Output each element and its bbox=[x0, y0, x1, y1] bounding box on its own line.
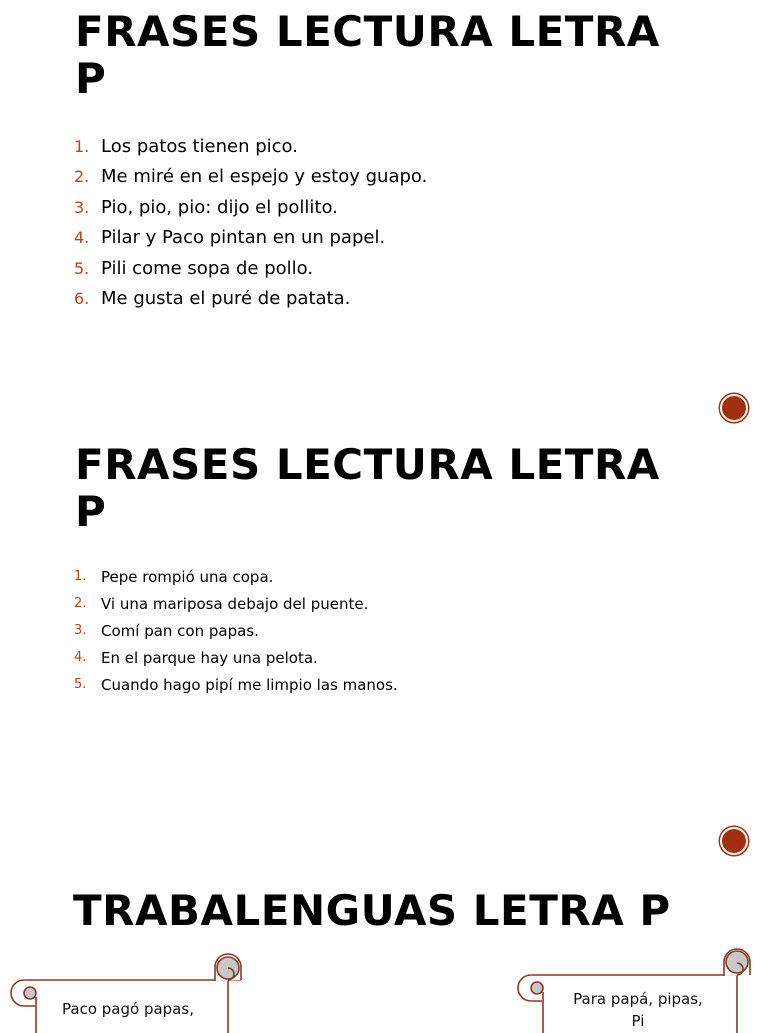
list-item-number: 1. bbox=[74, 569, 87, 584]
section-2-phrase-list bbox=[74, 568, 398, 703]
list-item-text: Pio, pio, pio: dijo el pollito. bbox=[101, 196, 338, 218]
orange-circle-icon bbox=[720, 394, 748, 422]
tongue-twister-scroll-left bbox=[8, 953, 244, 1033]
list-item bbox=[74, 622, 398, 649]
list-item bbox=[74, 226, 427, 256]
list-item-text: Comí pan con papas. bbox=[101, 622, 259, 640]
list-item bbox=[74, 257, 427, 287]
list-item-text: Pepe rompió una copa. bbox=[101, 568, 274, 586]
list-item bbox=[74, 676, 398, 703]
list-item bbox=[74, 135, 427, 165]
list-item-text: Los patos tienen pico. bbox=[101, 136, 298, 157]
section-1-phrase-list bbox=[74, 135, 427, 317]
list-item bbox=[74, 287, 427, 317]
list-item bbox=[74, 649, 398, 676]
list-item bbox=[74, 568, 398, 595]
list-item-number: 3. bbox=[74, 623, 87, 638]
list-item-text: Me gusta el puré de patata. bbox=[101, 287, 351, 309]
list-item-text: Pilar y Paco pintan en un papel. bbox=[101, 227, 386, 249]
section-3-title: TRABALENGUAS LETRA P bbox=[73, 886, 671, 935]
list-item-text: Cuando hago pipí me limpio las manos. bbox=[101, 676, 398, 694]
list-item-number: 5. bbox=[74, 258, 90, 278]
list-item-number: 2. bbox=[74, 596, 87, 611]
scroll-text bbox=[38, 998, 218, 1020]
scroll-text-line: Para papá, pipas, bbox=[573, 990, 703, 1008]
list-item-number: 3. bbox=[74, 197, 90, 217]
list-item bbox=[74, 196, 427, 226]
list-item-text: Pili come sopa de pollo. bbox=[101, 257, 314, 279]
section-1-title: FRASES LECTURA LETRA P bbox=[75, 7, 660, 103]
list-item-number: 4. bbox=[74, 228, 90, 248]
list-item-number: 6. bbox=[74, 288, 90, 308]
scroll-text-line: Paco pagó papas, bbox=[62, 1000, 194, 1018]
list-item-text: En el parque hay una pelota. bbox=[101, 649, 318, 667]
list-item bbox=[74, 165, 427, 195]
list-item-number: 2. bbox=[74, 167, 90, 187]
tongue-twister-scroll-right bbox=[515, 948, 755, 1033]
list-item-number: 4. bbox=[74, 650, 87, 665]
list-item-text: Vi una mariposa debajo del puente. bbox=[101, 595, 369, 613]
scroll-text bbox=[543, 988, 733, 1032]
list-item-number: 1. bbox=[74, 137, 90, 156]
list-item-text: Me miré en el espejo y estoy guapo. bbox=[101, 166, 428, 188]
list-item bbox=[74, 595, 398, 622]
section-2-title: FRASES LECTURA LETRA P bbox=[75, 440, 660, 536]
orange-circle-icon bbox=[720, 827, 748, 855]
scroll-text-line: Pi bbox=[631, 1012, 645, 1030]
list-item-number: 5. bbox=[74, 677, 87, 692]
paper-scroll-icon bbox=[8, 953, 244, 1033]
